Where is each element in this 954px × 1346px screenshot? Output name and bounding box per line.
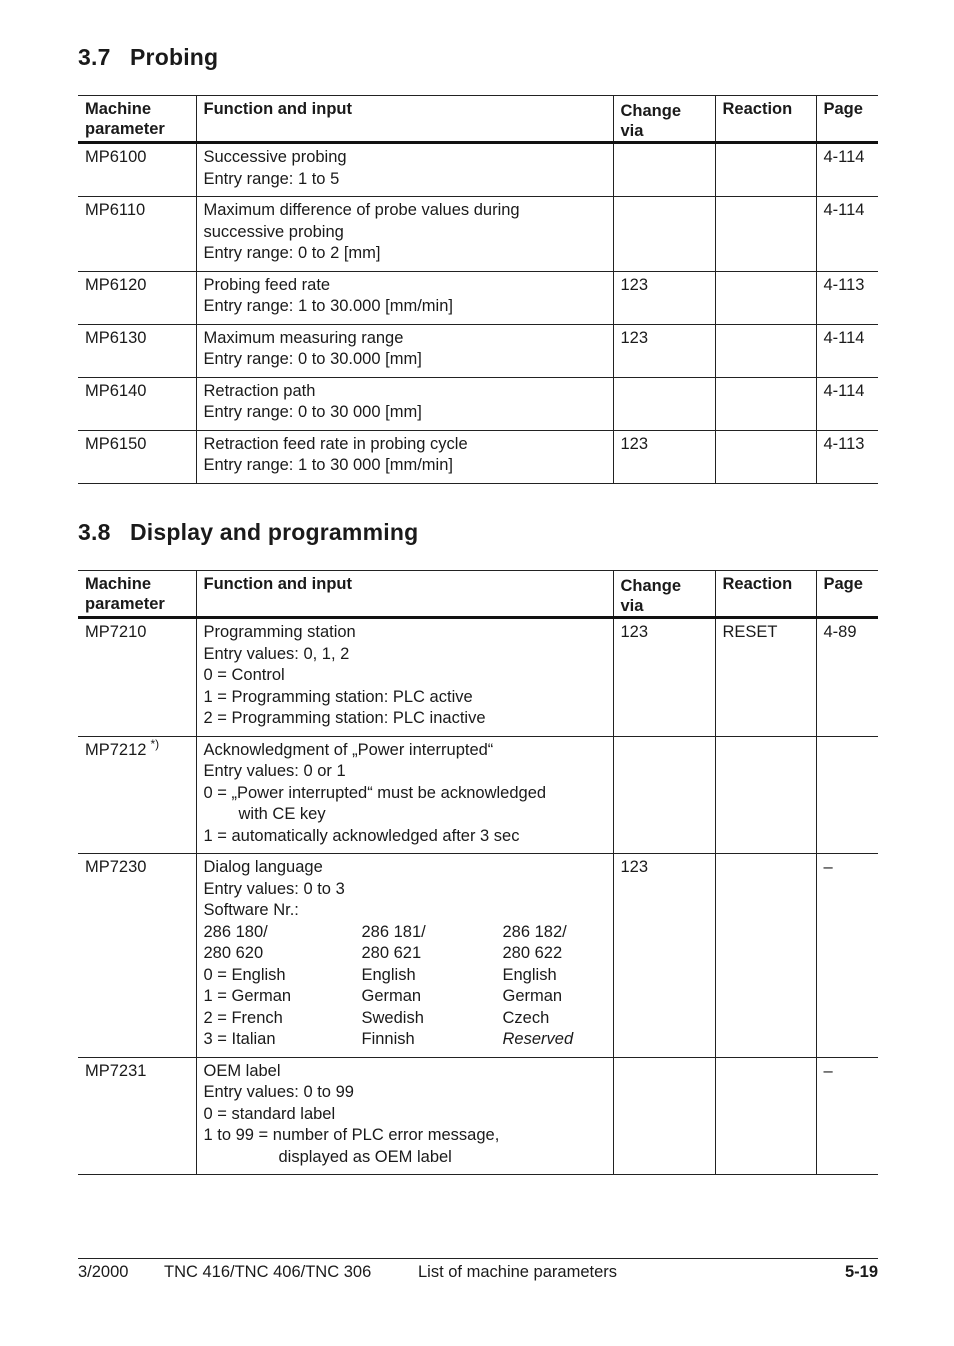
section-title: Display and programming bbox=[130, 519, 419, 545]
function-cell bbox=[196, 430, 613, 483]
function-line: OEM label bbox=[203, 1061, 281, 1080]
function-line: Maximum difference of probe values during bbox=[203, 201, 520, 219]
function-cell bbox=[196, 271, 613, 324]
header-machine-parameter: Machine parameter bbox=[78, 571, 196, 618]
table-row bbox=[78, 197, 878, 272]
header-change-via: Change via bbox=[613, 96, 715, 143]
footer-date: 3/2000 bbox=[78, 1263, 129, 1281]
function-cell bbox=[196, 854, 613, 1058]
page-ref-cell: 4-113 bbox=[816, 430, 878, 483]
language-cell: 0 = English bbox=[203, 965, 286, 984]
table-row bbox=[78, 377, 878, 430]
function-line: Software Nr.: bbox=[203, 901, 299, 919]
page-ref-cell: 4-113 bbox=[816, 271, 878, 324]
table-row bbox=[78, 854, 878, 1058]
table-row bbox=[78, 618, 878, 737]
change-via-cell bbox=[613, 1057, 715, 1175]
function-line: 0 = Control bbox=[203, 666, 285, 684]
page-ref-cell: 4-114 bbox=[816, 143, 878, 197]
function-line: Entry values: 0 to 3 bbox=[203, 879, 345, 898]
language-cell: German bbox=[502, 987, 563, 1005]
language-cell: Czech bbox=[502, 1008, 550, 1027]
function-line: Probing feed rate bbox=[203, 275, 331, 294]
parameter-code: MP6120 bbox=[85, 275, 147, 294]
page-ref-cell bbox=[816, 736, 878, 854]
header-reaction: Reaction bbox=[715, 96, 816, 143]
table-row bbox=[78, 430, 878, 483]
reaction-cell: RESET bbox=[715, 618, 816, 737]
language-cell: English bbox=[502, 965, 557, 984]
language-cell: Finnish bbox=[361, 1030, 415, 1048]
function-line: Retraction feed rate in probing cycle bbox=[203, 434, 468, 453]
display-programming-table-body bbox=[78, 618, 878, 1175]
page-ref-cell: 4-114 bbox=[816, 197, 878, 272]
function-line: Entry range: 1 to 30.000 [mm/min] bbox=[203, 297, 453, 315]
parameter-cell bbox=[78, 430, 196, 483]
function-cell bbox=[196, 618, 613, 737]
header-machine-parameter: Machine parameter bbox=[78, 96, 196, 143]
function-line: Retraction path bbox=[203, 381, 316, 400]
change-via-cell: 123 bbox=[613, 854, 715, 1058]
language-table bbox=[204, 922, 613, 1051]
change-via-cell: 123 bbox=[613, 324, 715, 377]
probing-table bbox=[78, 95, 878, 484]
function-line: 1 = Programming station: PLC active bbox=[203, 687, 473, 706]
function-cell bbox=[196, 143, 613, 197]
function-line: 1 to 99 = number of PLC error message, bbox=[203, 1126, 500, 1144]
function-line: Entry values: 0 to 99 bbox=[203, 1083, 354, 1101]
reaction-cell bbox=[715, 430, 816, 483]
function-cell bbox=[196, 1057, 613, 1175]
function-cell bbox=[196, 197, 613, 272]
parameter-cell bbox=[78, 618, 196, 737]
function-line: Entry values: 0, 1, 2 bbox=[203, 644, 350, 663]
language-cell: 1 = German bbox=[203, 987, 292, 1005]
function-line: Acknowledgment of „Power interrupted“ bbox=[203, 740, 494, 759]
reaction-cell bbox=[715, 324, 816, 377]
footer-title: List of machine parameters bbox=[418, 1263, 618, 1281]
language-cell: 280 620 bbox=[203, 944, 264, 962]
function-line: Entry range: 1 to 30 000 [mm/min] bbox=[203, 456, 453, 474]
language-cell: 286 181/ bbox=[361, 922, 426, 941]
table-row bbox=[78, 271, 878, 324]
language-cell: Reserved bbox=[502, 1030, 574, 1048]
function-cell bbox=[196, 324, 613, 377]
parameter-code: MP7231 bbox=[85, 1061, 147, 1080]
header-page: Page bbox=[816, 571, 878, 618]
reaction-cell bbox=[715, 143, 816, 197]
function-line: Entry values: 0 or 1 bbox=[203, 762, 346, 780]
parameter-code: MP6110 bbox=[85, 201, 146, 219]
reaction-cell bbox=[715, 271, 816, 324]
header-change-via: Change via bbox=[613, 571, 715, 618]
function-line: with CE key bbox=[238, 805, 326, 823]
probing-table-body bbox=[78, 143, 878, 484]
function-line: Entry range: 0 to 30.000 [mm] bbox=[203, 350, 422, 368]
change-via-cell: 123 bbox=[613, 271, 715, 324]
reaction-cell bbox=[715, 736, 816, 854]
table-header-row bbox=[78, 96, 878, 143]
change-via-cell bbox=[613, 736, 715, 854]
function-line: 1 = automatically acknowledged after 3 sec bbox=[203, 826, 520, 845]
function-line: Successive probing bbox=[203, 148, 347, 166]
header-function-and-input: Function and input bbox=[196, 96, 613, 143]
parameter-code: MP7210 bbox=[85, 623, 147, 641]
reaction-cell bbox=[715, 1057, 816, 1175]
parameter-cell bbox=[78, 143, 196, 197]
change-via-cell: 123 bbox=[613, 618, 715, 737]
table-row bbox=[78, 1057, 878, 1175]
function-line: 0 = standard label bbox=[203, 1104, 336, 1123]
page-ref-cell: – bbox=[816, 1057, 878, 1175]
function-line: 0 = „Power interrupted“ must be acknowledged bbox=[203, 783, 547, 802]
parameter-cell bbox=[78, 377, 196, 430]
function-cell bbox=[196, 736, 613, 854]
header-reaction: Reaction bbox=[715, 571, 816, 618]
parameter-cell bbox=[78, 324, 196, 377]
reaction-cell bbox=[715, 197, 816, 272]
section-heading-probing bbox=[78, 44, 218, 71]
parameter-cell bbox=[78, 271, 196, 324]
function-cell bbox=[196, 377, 613, 430]
table-row bbox=[78, 324, 878, 377]
parameter-code: MP7230 bbox=[85, 858, 147, 876]
function-line: Entry range: 1 to 5 bbox=[203, 169, 340, 188]
parameter-cell bbox=[78, 736, 196, 854]
page-ref-cell: – bbox=[816, 854, 878, 1058]
language-cell: English bbox=[361, 965, 416, 984]
header-function-and-input: Function and input bbox=[196, 571, 613, 618]
page-ref-cell: 4-114 bbox=[816, 377, 878, 430]
page-ref-cell: 4-89 bbox=[816, 618, 878, 737]
change-via-cell bbox=[613, 197, 715, 272]
language-cell: Swedish bbox=[361, 1008, 424, 1027]
language-cell: 3 = Italian bbox=[203, 1030, 276, 1048]
display-programming-table bbox=[78, 570, 878, 1175]
table-header-row bbox=[78, 571, 878, 618]
change-via-cell bbox=[613, 377, 715, 430]
parameter-code: MP6150 bbox=[85, 434, 147, 453]
language-cell: 2 = French bbox=[203, 1008, 283, 1027]
function-line: Dialog language bbox=[203, 858, 323, 876]
change-via-cell: 123 bbox=[613, 430, 715, 483]
table-row bbox=[78, 736, 878, 854]
parameter-code: MP6130 bbox=[85, 328, 147, 347]
parameter-code: MP7212 bbox=[85, 740, 147, 759]
parameter-code: MP6100 bbox=[85, 148, 147, 166]
footer-page-number: 5-19 bbox=[844, 1263, 878, 1281]
language-cell: 280 621 bbox=[361, 944, 422, 962]
function-line: Entry range: 0 to 30 000 [mm] bbox=[203, 403, 422, 421]
parameter-cell bbox=[78, 854, 196, 1058]
function-line: 2 = Programming station: PLC inactive bbox=[203, 709, 486, 727]
parameter-cell bbox=[78, 1057, 196, 1175]
table-row bbox=[78, 143, 878, 197]
page-ref-cell: 4-114 bbox=[816, 324, 878, 377]
language-cell: 286 182/ bbox=[502, 922, 567, 941]
function-line: Programming station bbox=[203, 623, 356, 641]
language-cell: 280 622 bbox=[502, 944, 563, 962]
footer-models: TNC 416/TNC 406/TNC 306 bbox=[164, 1263, 372, 1281]
function-line: displayed as OEM label bbox=[278, 1147, 452, 1166]
section-number: 3.7 bbox=[78, 44, 111, 70]
section-title: Probing bbox=[130, 44, 219, 70]
language-cell: 286 180/ bbox=[203, 922, 268, 941]
function-line: Entry range: 0 to 2 [mm] bbox=[203, 244, 381, 262]
language-cell: German bbox=[361, 987, 422, 1005]
section-heading-display-programming bbox=[78, 519, 418, 546]
reaction-cell bbox=[715, 377, 816, 430]
page-footer bbox=[78, 1258, 878, 1289]
function-line: Maximum measuring range bbox=[203, 328, 404, 347]
parameter-code: MP6140 bbox=[85, 381, 147, 400]
header-page: Page bbox=[816, 96, 878, 143]
section-number: 3.8 bbox=[78, 519, 111, 545]
change-via-cell bbox=[613, 143, 715, 197]
function-line: successive probing bbox=[203, 222, 344, 241]
footnote-marker: *) bbox=[150, 737, 160, 751]
parameter-cell bbox=[78, 197, 196, 272]
reaction-cell bbox=[715, 854, 816, 1058]
